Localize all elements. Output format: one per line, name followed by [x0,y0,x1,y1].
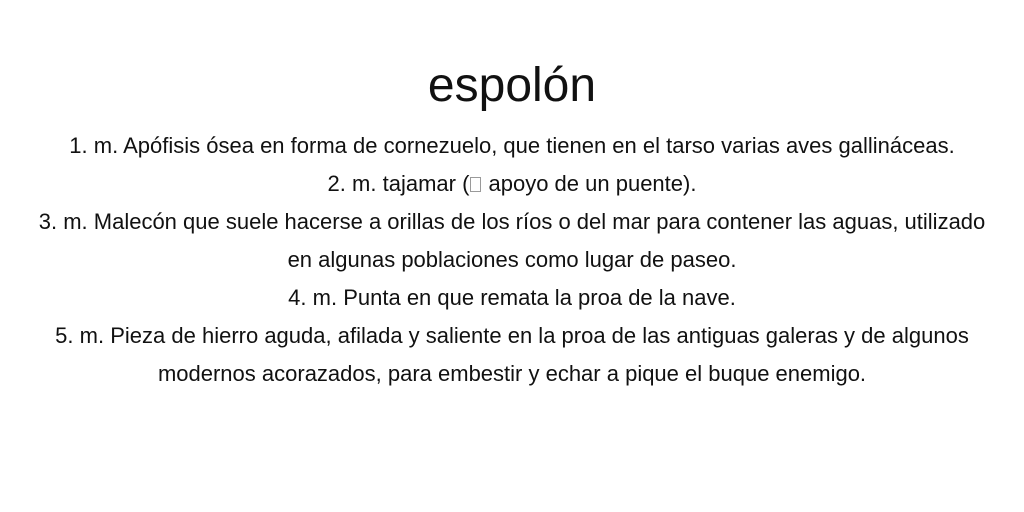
definition-text-before: tajamar ( [382,171,470,196]
definition-1 [32,127,992,165]
sense-number: 4. [288,285,307,310]
definition-text: Punta en que remata la proa de la nave. [343,285,736,310]
definition-2 [32,165,992,203]
definition-list [32,127,992,393]
missing-glyph-icon [470,177,481,192]
definition-text-after: apoyo de un puente). [482,171,697,196]
definition-text: Apófisis ósea en forma de cornezuelo, que tienen en el tarso varias aves gallináceas. [123,133,955,158]
grammar-label: m. [352,171,377,196]
definition-5 [32,317,992,393]
grammar-label: m. [79,323,105,348]
definition-3 [32,203,992,279]
sense-number: 5. [55,323,74,348]
grammar-label: m. [63,209,88,234]
sense-number: 2. [327,171,346,196]
headword: espolón [427,59,597,112]
definition-4 [32,279,992,317]
grammar-label: m. [312,285,338,310]
sense-number: 3. [38,209,58,234]
sense-number: 1. [69,133,88,158]
grammar-label: m. [93,133,119,158]
definition-text: Malecón que suele hacerse a orillas de los ríos o del mar para contener las aguas, utilizado en algunas poblaciones como lugar de paseo. [93,209,986,272]
definition-text: Pieza de hierro aguda, afilada y saliente en la proa de las antiguas galeras y de algunos modernos acorazados, para embestir y echar a pique el buque enemigo. [110,323,969,386]
